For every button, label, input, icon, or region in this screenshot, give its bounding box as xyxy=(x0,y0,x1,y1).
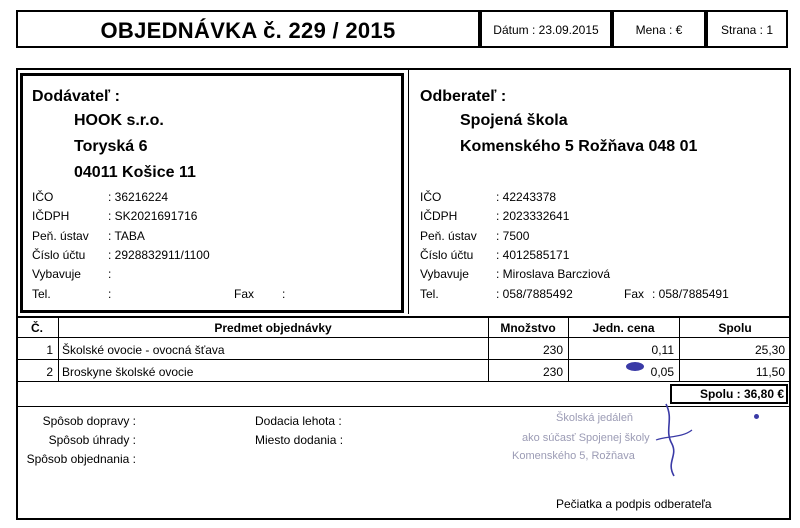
ink-dot xyxy=(626,362,644,371)
customer-bank-value: : 7500 xyxy=(496,229,530,243)
stamp-line-2: ako súčasť Spojenej školy xyxy=(522,432,650,444)
customer-fax-value: : 058/7885491 xyxy=(652,287,729,301)
order-date: Dátum : 23.09.2015 xyxy=(493,23,599,37)
customer-name: Spojená škola xyxy=(460,112,568,129)
ordering-label: Spôsob objednania : xyxy=(26,452,136,466)
customer-contact-value: : Miroslava Barcziová xyxy=(496,267,611,281)
col-header-qty: Množstvo xyxy=(500,321,556,335)
table-row-rule xyxy=(16,359,791,360)
supplier-ico-value: : 36216224 xyxy=(108,190,169,204)
col-header-item: Predmet objednávky xyxy=(214,321,332,335)
supplier-bank-value: : TABA xyxy=(108,229,145,243)
row1-qty: 230 xyxy=(542,343,563,357)
page-box xyxy=(706,10,788,48)
order-total: Spolu : 36,80 € xyxy=(699,387,784,401)
customer-address: Komenského 5 Rožňava 048 01 xyxy=(460,138,698,155)
school-stamp xyxy=(496,400,746,490)
col-header-price: Jedn. cena xyxy=(592,321,655,335)
order-currency: Mena : € xyxy=(635,23,683,37)
delivery-place-label: Miesto dodania : xyxy=(255,433,344,447)
supplier-contact-label: Vybavuje xyxy=(32,267,81,281)
supplier-tel-label: Tel. xyxy=(32,287,51,301)
col-header-no: Č. xyxy=(31,321,43,335)
page-number: Strana : 1 xyxy=(720,23,774,37)
row2-qty: 230 xyxy=(542,365,563,379)
supplier-account-value: : 2928832911/1100 xyxy=(108,248,210,262)
signature-caption: Pečiatka a podpis odberateľa xyxy=(556,497,712,511)
supplier-contact-value: : xyxy=(108,267,112,281)
row1-total: 25,30 xyxy=(754,343,785,357)
payment-label: Spôsob úhrady : xyxy=(48,433,136,447)
ink-speck xyxy=(754,414,759,419)
customer-bank-label: Peň. ústav xyxy=(420,229,477,243)
customer-account-value: : 4012585171 xyxy=(496,248,570,262)
row1-no: 1 xyxy=(46,343,53,357)
order-title: OBJEDNÁVKA č. 229 / 2015 xyxy=(100,18,396,43)
customer-tel-label: Tel. xyxy=(420,287,439,301)
row2-item: Broskyne školské ovocie xyxy=(62,365,194,379)
party-divider xyxy=(408,70,409,314)
supplier-fax-value: : xyxy=(282,287,286,301)
supplier-bank-label: Peň. ústav xyxy=(32,229,89,243)
row1-item: Školské ovocie - ovocná šťava xyxy=(62,343,225,357)
supplier-account-label: Číslo účtu xyxy=(32,248,86,262)
supplier-street: Toryská 6 xyxy=(74,138,148,155)
supplier-city: 04011 Košice 11 xyxy=(74,164,196,181)
row1-price: 0,11 xyxy=(651,343,674,357)
supplier-name: HOOK s.r.o. xyxy=(74,112,164,129)
supplier-fax-label: Fax xyxy=(234,287,255,301)
supplier-heading: Dodávateľ : xyxy=(32,88,120,105)
transport-label: Spôsob dopravy : xyxy=(42,414,136,428)
order-title-box xyxy=(16,10,480,48)
table-top-rule xyxy=(16,316,791,318)
delivery-time-label: Dodacia lehota : xyxy=(255,414,342,428)
customer-icdph-value: : 2023332641 xyxy=(496,209,570,223)
currency-box xyxy=(612,10,706,48)
supplier-ico-label: IČO xyxy=(32,190,54,204)
stamp-line-1: Školská jedáleň xyxy=(556,412,634,424)
date-box xyxy=(480,10,612,48)
customer-icdph-label: IČDPH xyxy=(420,209,458,223)
row2-price: 0,05 xyxy=(650,365,674,379)
signature-scribble xyxy=(496,400,746,490)
supplier-tel-value: : xyxy=(108,287,112,301)
stamp-line-3: Komenského 5, Rožňava xyxy=(512,450,635,462)
col-header-total: Spolu xyxy=(718,321,752,335)
customer-fax-label: Fax xyxy=(624,287,645,301)
supplier-icdph-value: : SK2021691716 xyxy=(108,209,198,223)
supplier-icdph-label: IČDPH xyxy=(32,209,70,223)
table-header-rule xyxy=(16,337,791,338)
customer-heading: Odberateľ : xyxy=(420,88,507,105)
customer-ico-value: : 42243378 xyxy=(496,190,557,204)
customer-tel-value: : 058/7885492 xyxy=(496,287,573,301)
row2-total: 11,50 xyxy=(755,365,785,379)
customer-contact-label: Vybavuje xyxy=(420,267,469,281)
row2-no: 2 xyxy=(46,365,53,379)
table-bottom-rule xyxy=(16,381,791,382)
customer-ico-label: IČO xyxy=(420,190,442,204)
customer-account-label: Číslo účtu xyxy=(420,248,474,262)
